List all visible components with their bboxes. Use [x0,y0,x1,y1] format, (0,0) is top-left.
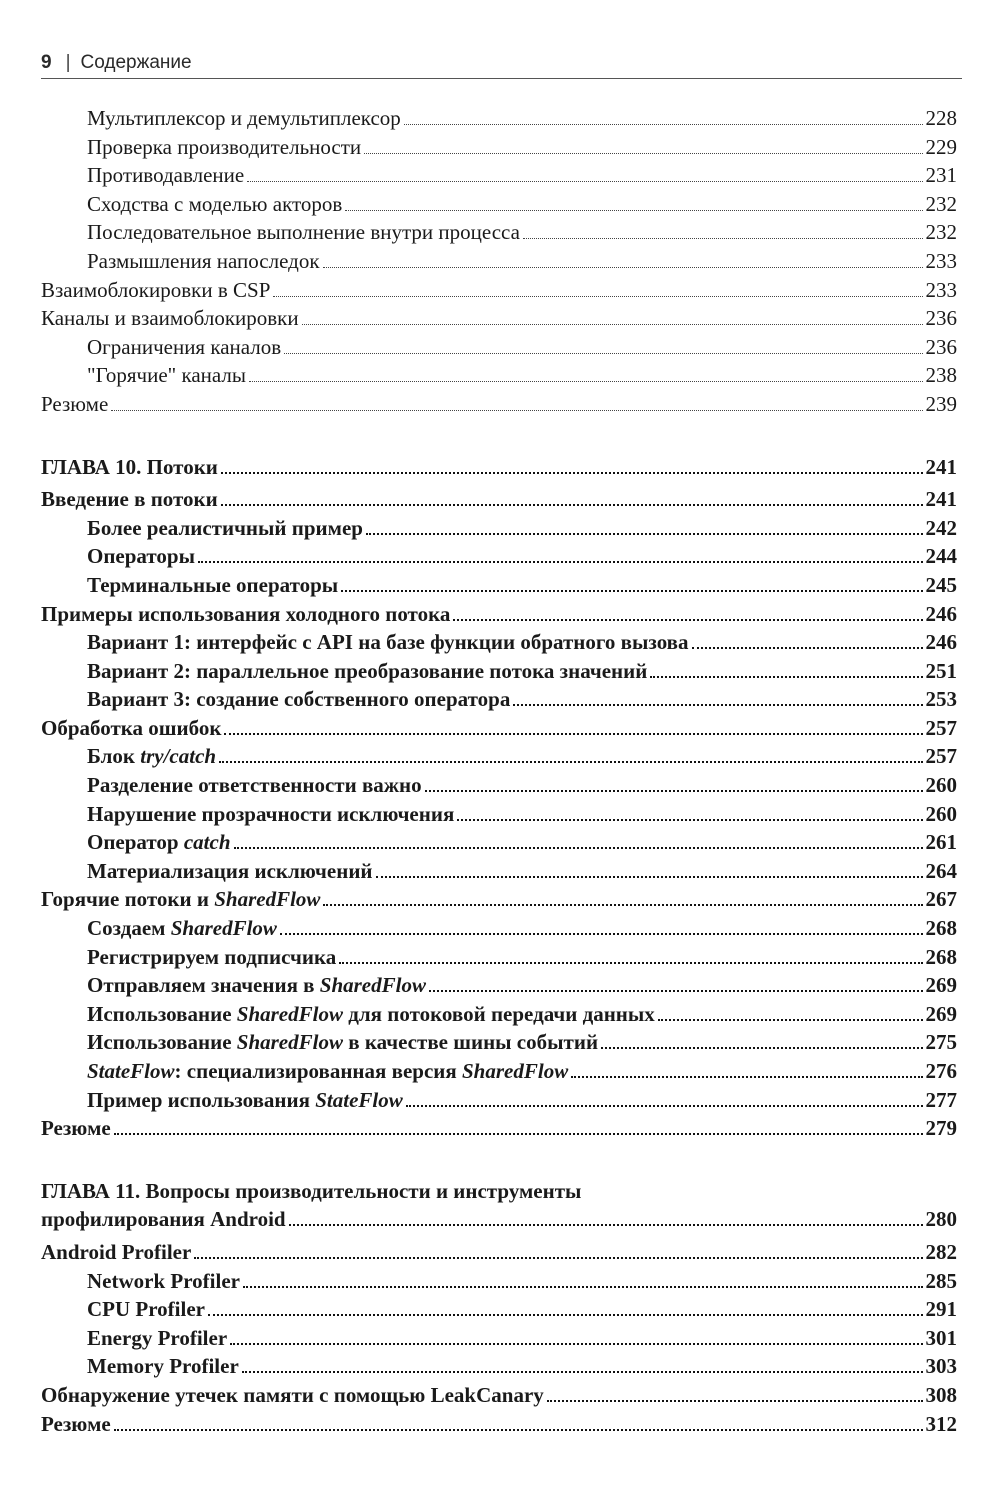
entry-title-text: Резюме [41,391,109,416]
entry-page-number: 238 [925,363,957,388]
entry-title [41,304,299,333]
running-header [41,50,962,79]
entry-title [41,276,270,305]
dot-leader [658,1018,923,1021]
entry-title-text: Вариант 3: создание собственного оператора [87,687,511,712]
dot-leader [323,903,922,906]
entry-title [87,333,281,362]
dot-leader [429,989,923,992]
entry-title [87,133,361,162]
entry-title-code-term: SharedFlow [236,1030,343,1055]
entry-title-text: Резюме [41,1411,111,1436]
chapter-heading[interactable] [41,453,957,482]
toc-subsection-entry[interactable] [41,685,957,714]
entry-title [87,657,647,686]
dot-leader [341,589,922,592]
entry-title-code-term: try/catch [140,744,217,769]
entry-title-text: Energy Profiler [87,1325,228,1350]
entry-title [87,742,216,771]
toc-subsection-entry[interactable] [41,742,957,771]
entry-title-text: Взаимоблокировки в CSP [41,277,271,302]
entry-title [87,914,277,943]
entry-title-text: Обнаружение утечек памяти с помощью LeakCanary [41,1382,544,1407]
entry-page-number: 301 [925,1325,957,1350]
entry-title [41,714,221,743]
entry-title-text: Memory Profiler [87,1354,239,1379]
chapter-heading-row[interactable] [41,453,957,482]
table-of-contents [41,104,957,1438]
toc-subsection-entry[interactable] [41,190,957,219]
entry-page-number: 312 [925,1411,957,1436]
entry-page-number: 260 [925,773,957,798]
toc-subsection-entry[interactable] [41,771,957,800]
toc-subsection-entry[interactable] [41,628,957,657]
entry-page-number: 241 [925,487,957,512]
entry-title [87,1295,205,1324]
entry-title-text: для потоковой передачи данных [342,1001,655,1026]
toc-section-entry[interactable] [41,600,957,629]
toc-section-entry[interactable] [41,276,957,305]
entry-title-text: Мультиплексор и демультиплексор [87,106,401,130]
dot-leader [513,703,922,706]
entry-title [41,600,450,629]
entry-title-text: Горячие потоки и [41,887,215,912]
entry-page-number: 246 [925,630,957,655]
entry-title [41,485,218,514]
entry-title-text: Более реалистичный пример [87,515,363,540]
entry-page-number: 308 [925,1382,957,1407]
entry-title-code-term: catch [183,830,231,855]
entry-title [87,247,320,276]
toc-subsection-entry[interactable] [41,247,957,276]
dot-leader [376,875,923,878]
entry-title [41,885,320,914]
toc-subsection-entry[interactable] [41,133,957,162]
dot-leader [571,1075,922,1078]
toc-section-entry[interactable] [41,714,957,743]
entry-title-text: Терминальные операторы [87,572,339,597]
entry-page-number: 245 [925,572,957,597]
entry-title-text: Вариант 1: интерфейс с API на базе функции обратного вызова [87,630,689,655]
toc-section-entry[interactable] [41,390,957,419]
toc-section-entry[interactable] [41,1381,957,1410]
entry-title-code-term: SharedFlow [214,887,321,912]
dot-leader [111,409,922,411]
entry-title [87,800,454,829]
entry-title: ГЛАВА 10. Потоки [41,454,218,479]
entry-page-number: 269 [925,1001,957,1026]
chapter-block [41,453,957,1143]
entry-title [87,1028,598,1057]
entry-page-number: 279 [925,1116,957,1141]
entry-title [87,685,510,714]
toc-subsection-entry[interactable] [41,333,957,362]
dot-leader [404,123,923,125]
page-number: 9 [41,52,52,73]
toc-chapters [41,453,957,1439]
entry-title [41,1410,111,1439]
dot-leader [345,209,922,211]
entry-title-text: Операторы [87,544,196,569]
toc-subsection-entry[interactable] [41,161,957,190]
entry-page-number: 239 [925,391,957,416]
entry-title-text: в качестве шины событий [342,1030,599,1055]
entry-page-number: 257 [925,715,957,740]
header-title: Содержание [80,52,192,73]
dot-leader [230,1342,922,1345]
dot-leader [547,1399,923,1402]
dot-leader [692,646,923,649]
dot-leader [425,789,923,792]
entry-page-number: 232 [925,191,957,216]
entry-title [87,628,689,657]
dot-leader [366,532,923,535]
toc-subsection-entry[interactable] [41,1324,957,1353]
entry-page-number: 251 [925,658,957,683]
toc-subsection-entry[interactable] [41,542,957,571]
entry-page-number: 233 [925,248,957,273]
entry-page-number: 267 [925,887,957,912]
toc-section-entry[interactable] [41,1410,957,1439]
entry-title-text: CPU Profiler [87,1297,205,1322]
entry-title-text: : специализированная версия [174,1059,462,1083]
entry-title [87,857,373,886]
entry-title [87,571,338,600]
entry-title [87,971,426,1000]
dot-leader [224,732,922,735]
entry-page-number: 229 [925,134,957,159]
entry-page-number: 264 [925,858,957,883]
entry-title [87,1000,655,1029]
toc-subsection-entry[interactable] [41,104,957,133]
dot-leader [208,1313,923,1316]
dot-leader [247,180,922,182]
entry-page-number: 268 [925,916,957,941]
entry-title-text: Обработка ошибок [41,715,222,740]
entry-page-number: 246 [925,601,957,626]
entry-title: профилирования Android [41,1207,286,1232]
toc-section-entry[interactable] [41,1114,957,1143]
dot-leader [221,503,923,506]
toc-subsection-entry[interactable] [41,361,957,390]
entry-title-code-term: StateFlow [87,1059,175,1083]
toc-subsection-entry[interactable] [41,800,957,829]
entry-page-number: 261 [925,830,957,855]
entry-title-text: Вариант 2: параллельное преобразование потока значений [87,658,648,683]
toc-subsection-entry[interactable] [41,971,957,1000]
dot-leader [601,1046,922,1049]
entry-page-number: 231 [925,163,957,188]
dot-leader [280,932,923,935]
entry-title [87,161,244,190]
entry-title-text: Оператор [87,830,184,855]
entry-page-number: 303 [925,1354,957,1379]
toc-subsection-entry[interactable] [41,1352,957,1381]
entry-title-code-term: SharedFlow [236,1001,343,1026]
toc-section-entry[interactable] [41,485,957,514]
entry-title-text: Использование [87,1001,237,1026]
dot-leader [364,152,922,154]
entry-title [41,1381,544,1410]
chapter-heading[interactable] [41,1177,957,1234]
entry-title [87,542,195,571]
entry-title-text: Android Profiler [41,1239,192,1264]
entry-page-number: 228 [925,106,957,130]
entry-page-number: 253 [925,687,957,712]
entry-title-text: Противодавление [87,163,245,188]
dot-leader [273,295,922,297]
entry-title [87,943,336,972]
entry-title-text: Использование [87,1030,237,1055]
dot-leader [284,352,922,354]
entry-title-code-term: SharedFlow [170,916,277,941]
toc-subsection-entry[interactable] [41,571,957,600]
entry-page-number: 233 [925,277,957,302]
dot-leader [249,380,922,382]
entry-title-text: "Горячие" каналы [87,363,247,388]
entry-page-number: 241 [925,454,957,479]
toc-subsection-entry[interactable] [41,1086,957,1115]
entry-page-number: 244 [925,544,957,569]
toc-section-entry[interactable] [41,304,957,333]
dot-leader [323,266,923,268]
toc-subsection-entry[interactable] [41,514,957,543]
toc-subsection-entry[interactable] [41,1267,957,1296]
dot-leader [650,675,922,678]
dot-leader [302,323,923,325]
entry-page-number: 291 [925,1297,957,1322]
dot-leader [406,1104,923,1107]
entry-title-text: Материализация исключений [87,858,373,883]
entry-title [87,828,231,857]
toc-subsection-entry[interactable] [41,828,957,857]
toc-subsection-entry[interactable] [41,657,957,686]
toc-subsection-entry[interactable] [41,1057,957,1086]
chapter-heading-row[interactable] [41,1205,957,1234]
entry-page-number: 260 [925,801,957,826]
entry-title-text: Последовательное выполнение внутри процесса [87,220,520,245]
entry-title [41,1114,111,1143]
entry-title-text: Network Profiler [87,1268,240,1293]
dot-leader [114,1132,923,1135]
toc-section-entry[interactable] [41,1238,957,1267]
entry-title [87,1086,403,1115]
header-separator: | [65,52,71,73]
entry-title-text: Нарушение прозрачности исключения [87,801,455,826]
dot-leader [457,818,922,821]
entry-title-code-term: StateFlow [315,1087,403,1112]
toc-section-entry[interactable] [41,885,957,914]
dot-leader [242,1370,923,1373]
entry-title [87,1057,568,1086]
entry-title-code-term: SharedFlow [462,1059,569,1083]
entry-title-text: Ограничения каналов [87,334,282,359]
entry-title [87,1352,239,1381]
entry-page-number: 236 [925,306,957,331]
entry-title [87,514,363,543]
toc-subsection-entry[interactable] [41,1028,957,1057]
toc-subsection-entry[interactable] [41,1295,957,1324]
chapter-block [41,1177,957,1438]
entry-title-text: Разделение ответственности важно [87,773,422,798]
toc-subsection-entry[interactable] [41,1000,957,1029]
entry-title-text: Примеры использования холодного потока [41,601,451,626]
entry-title-text: Проверка производительности [87,134,362,159]
entry-title-text: Размышления напоследок [87,248,320,273]
entry-page-number: 280 [925,1207,957,1232]
entry-title [41,390,108,419]
dot-leader [339,961,922,964]
toc-subsection-entry[interactable] [41,857,957,886]
entry-title [87,1324,227,1353]
entry-title-text: Сходства с моделью акторов [87,191,343,216]
dot-leader [234,846,923,849]
dot-leader [221,471,923,474]
dot-leader [289,1223,923,1226]
entry-title-text: Введение в потоки [41,487,218,512]
entry-page-number: 277 [925,1087,957,1112]
entry-page-number: 242 [925,515,957,540]
toc-subsection-entry[interactable] [41,943,957,972]
dot-leader [198,560,922,563]
entry-page-number: 268 [925,944,957,969]
dot-leader [243,1285,923,1288]
entry-page-number: 232 [925,220,957,245]
entry-title-text: Блок [87,744,141,769]
entry-page-number: 275 [925,1030,957,1055]
entry-title [87,771,422,800]
entry-page-number: 269 [925,973,957,998]
toc-subsection-entry[interactable] [41,218,957,247]
dot-leader [523,237,923,239]
entry-page-number: 257 [925,744,957,769]
entry-title-text: Каналы и взаимоблокировки [41,306,299,331]
dot-leader [219,760,922,763]
entry-title [87,1267,240,1296]
entry-page-number: 236 [925,334,957,359]
toc-subsection-entry[interactable] [41,914,957,943]
entry-title [41,1238,191,1267]
entry-title [87,104,401,133]
chapter-title-line: ГЛАВА 11. Вопросы производительности и инструменты [41,1178,582,1203]
entry-title-text: Пример использования [87,1087,316,1112]
entry-title-text: Отправляем значения в [87,973,320,998]
entry-title [87,218,520,247]
entry-title [87,190,342,219]
entry-page-number: 276 [925,1059,957,1083]
entry-page-number: 285 [925,1268,957,1293]
entry-title-text: Регистрируем подписчика [87,944,337,969]
entry-title-text: Создаем [87,916,171,941]
entry-title [87,361,246,390]
entry-title-text: Резюме [41,1116,111,1141]
dot-leader [114,1428,923,1431]
dot-leader [194,1256,922,1259]
entry-page-number: 282 [925,1239,957,1264]
toc-continued-section [41,104,957,419]
entry-title-code-term: SharedFlow [319,973,426,998]
dot-leader [453,618,922,621]
